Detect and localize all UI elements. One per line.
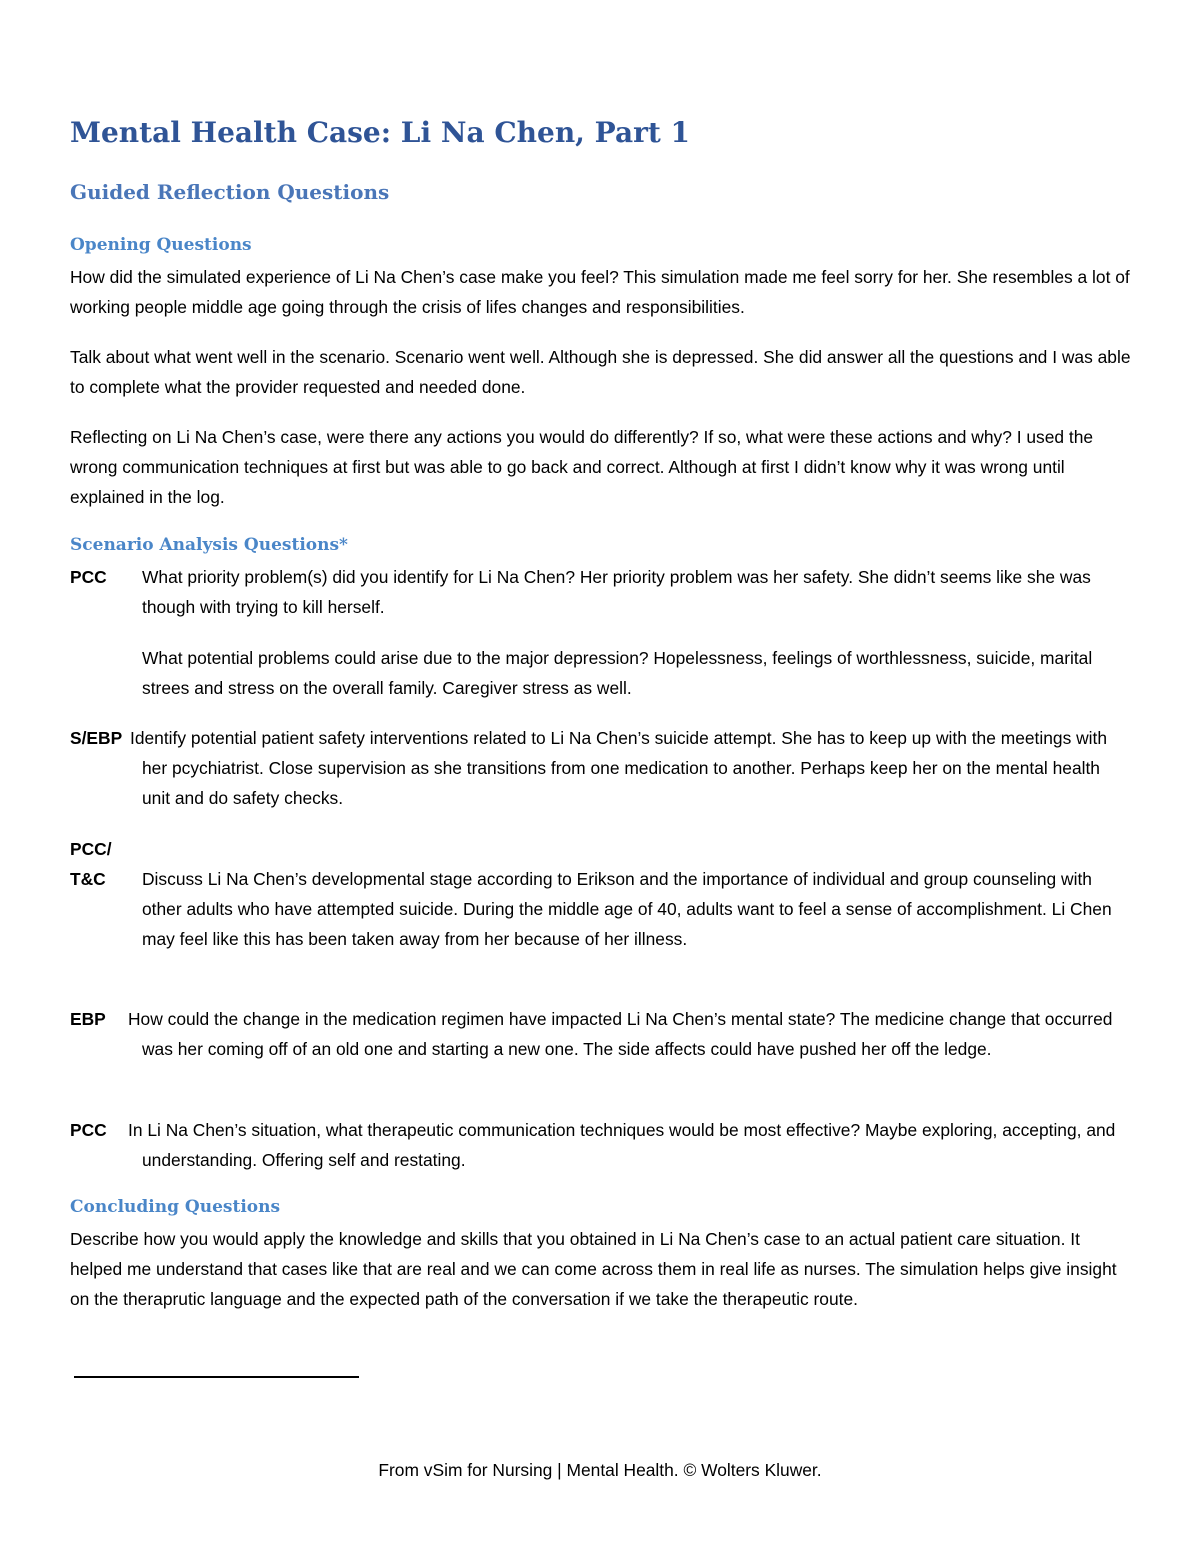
page-title: Mental Health Case: Li Na Chen, Part 1 xyxy=(70,116,691,149)
concluding-heading: Concluding Questions xyxy=(70,1197,281,1217)
tag-pcc-2: PCC xyxy=(70,1120,107,1140)
scenario-heading: Scenario Analysis Questions* xyxy=(70,535,348,555)
tag-pcc-tc-line2: T&C xyxy=(70,869,106,889)
opening-question-1: How did the simulated experience of Li Na Chen’s case make you feel? This simulation made me feel sorry for her. She resembles a lot of working people middle age going through the crisis of lifes changes and responsibilities. xyxy=(70,267,1130,317)
opening-question-2: Talk about what went well in the scenario. Scenario went well. Although she is depressed. She did answer all the questions and I was able to complete what the provider requested and needed done. xyxy=(70,347,1131,397)
concluding-question-1: Describe how you would apply the knowledge and skills that you obtained in Li Na Chen’s case to an actual patient care situation. It helped me understand that cases like that are real and we can come across them in real life as nurses. The simulation helps give insight on the theraprutic language and the expected path of the conversation if we take the therapeutic route. xyxy=(70,1229,1117,1309)
scenario-pcc-2-question: In Li Na Chen’s situation, what therapeutic communication techniques would be most effective? Maybe exploring, accepting, and understanding. Offering self and restating. xyxy=(128,1120,1116,1170)
page-subtitle: Guided Reflection Questions xyxy=(70,180,390,204)
scenario-ebp-question: How could the change in the medication regimen have impacted Li Na Chen’s mental state? The medicine change that occurred was her coming off of an old one and starting a new one. The side affects could have pushed her off the ledge. xyxy=(128,1009,1113,1059)
scenario-pcc-tc-question: Discuss Li Na Chen’s developmental stage according to Erikson and the importance of individual and group counseling with other adults who have attempted suicide. During the middle age of 40, adults want to feel a sense of accomplishment. Li Chen may feel like this has been taken away from her because of her illness. xyxy=(142,869,1112,949)
page-footer: From vSim for Nursing | Mental Health. © Wolters Kluwer. xyxy=(378,1460,822,1480)
tag-pcc: PCC xyxy=(70,567,107,587)
scenario-pcc-followup: What potential problems could arise due to the major depression? Hopelessness, feelings of worthlessness, suicide, marital strees and stress on the overall family. Caregiver stress as well. xyxy=(142,648,1093,698)
opening-question-3: Reflecting on Li Na Chen’s case, were there any actions you would do differently? If so, what were these actions and why? I used the wrong communication techniques at first but was able to go back and correct. Although at first I didn’t know why it was wrong until explained in the log. xyxy=(70,427,1094,507)
footnote-divider xyxy=(74,1376,359,1378)
tag-sebp: S/EBP xyxy=(70,728,123,748)
tag-pcc-tc-line1: PCC/ xyxy=(70,839,112,859)
scenario-sebp-question: Identify potential patient safety interventions related to Li Na Chen’s suicide attempt. She has to keep up with the meetings with her pcychiatrist. Close supervision as she transitions from one medication to another. Perhaps keep her on the mental health unit and do safety checks. xyxy=(130,728,1108,808)
opening-heading: Opening Questions xyxy=(70,235,252,255)
scenario-pcc-question: What priority problem(s) did you identify for Li Na Chen? Her priority problem was her safety. She didn’t seems like she was though with trying to kill herself. xyxy=(142,567,1091,617)
tag-ebp: EBP xyxy=(70,1009,106,1029)
